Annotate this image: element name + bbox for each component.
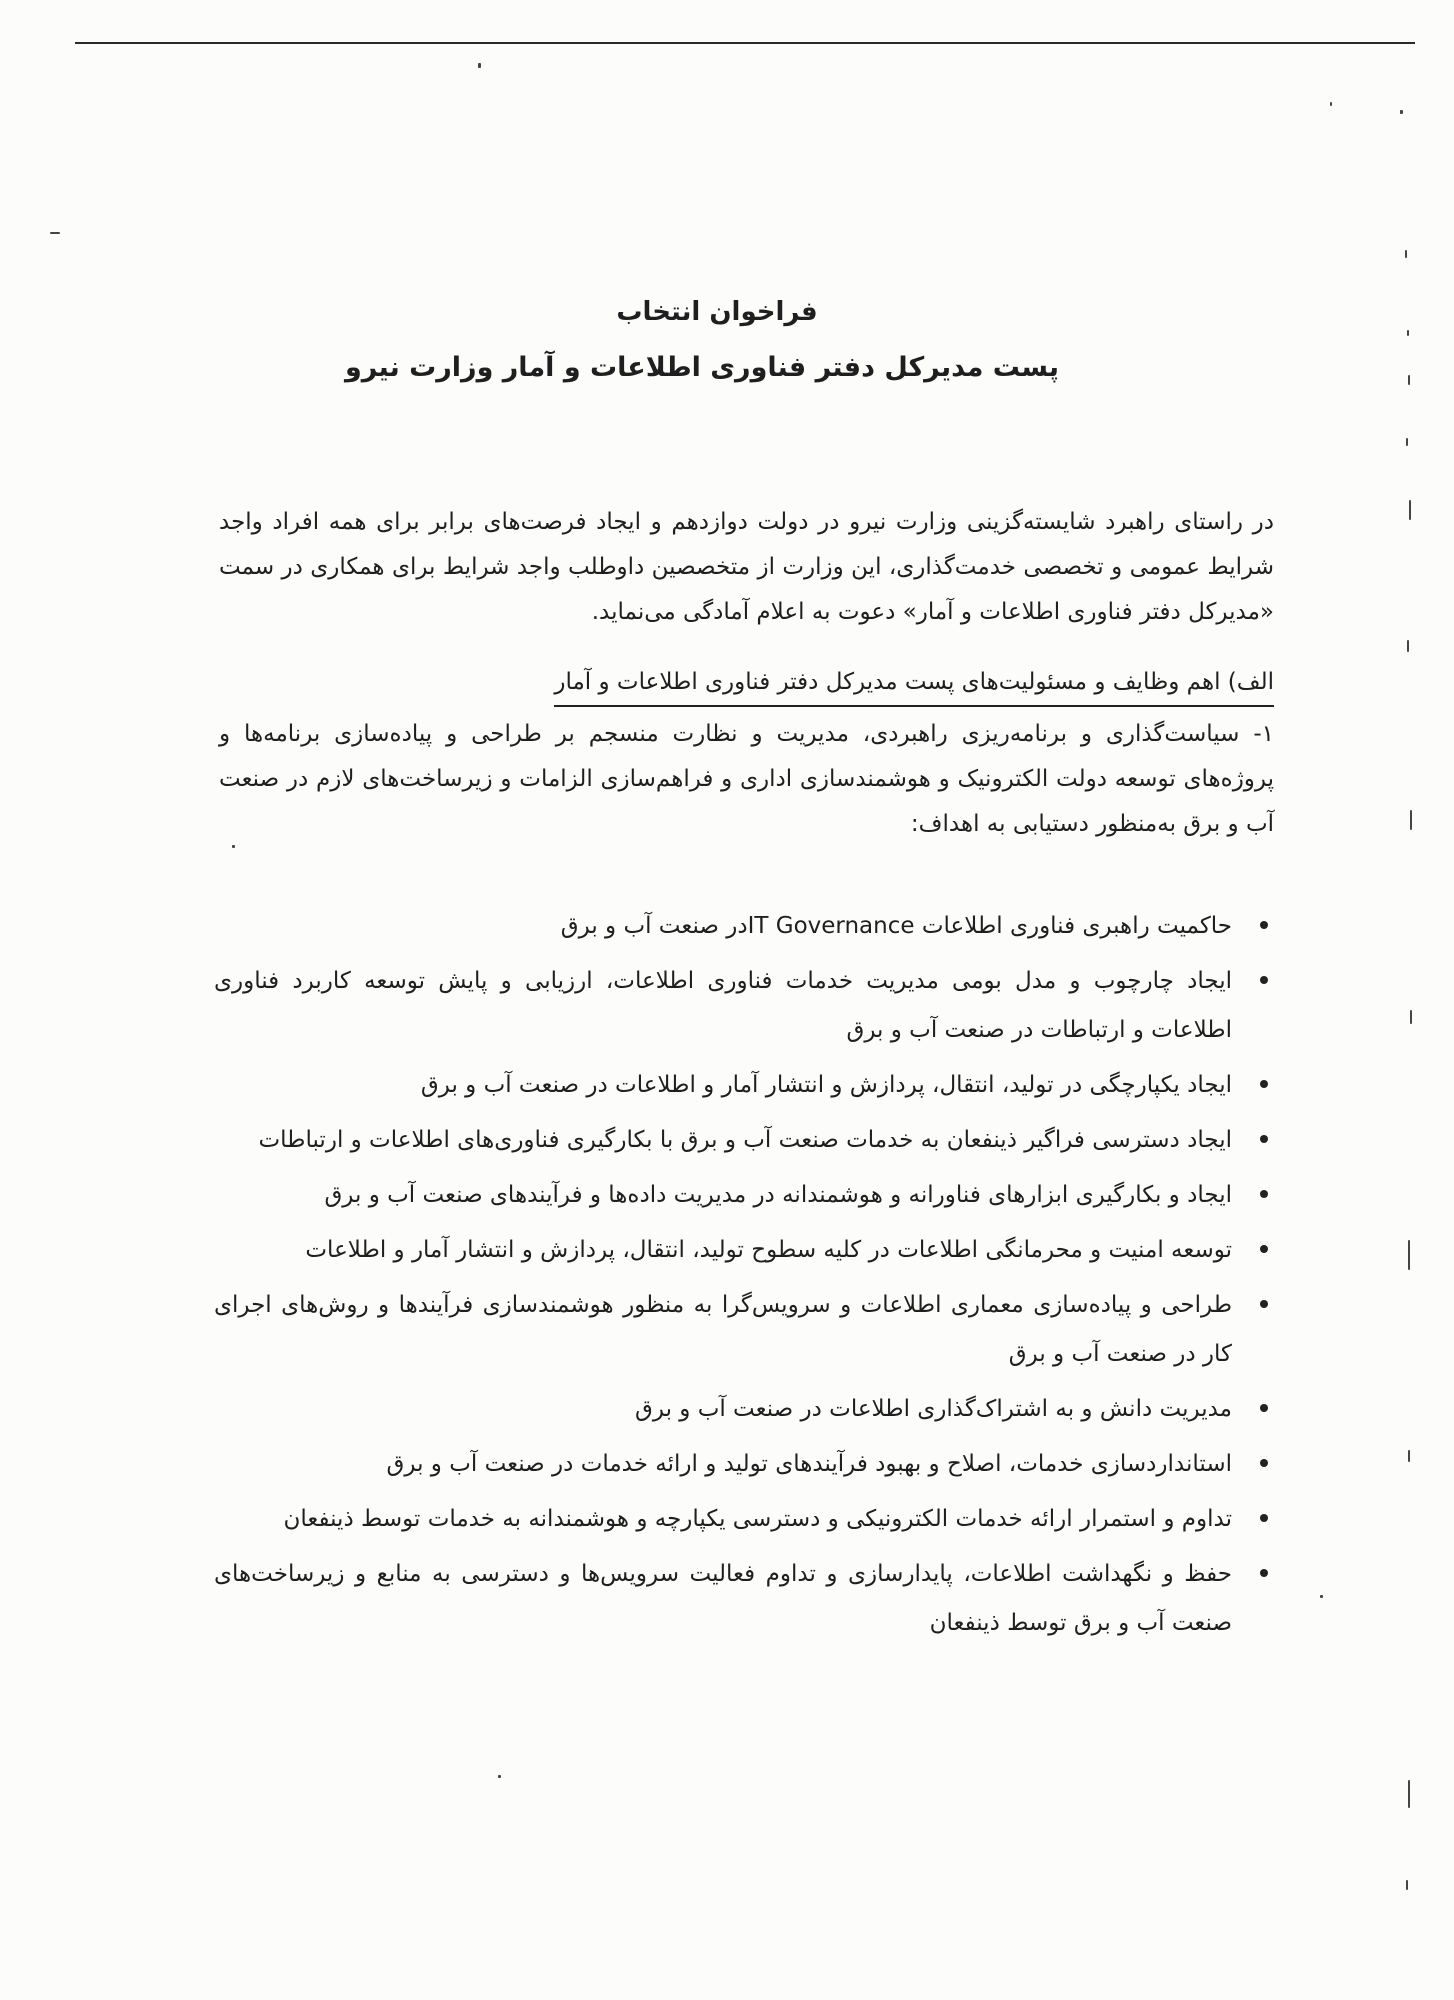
bullet-icon	[1260, 1300, 1268, 1308]
list-item-text: ایجاد و بکارگیری ابزارهای فناورانه و هوشمندانه در مدیریت داده‌ها و فرآیندهای صنعت آب و برق	[324, 1182, 1232, 1208]
scan-speck	[1406, 438, 1408, 446]
scan-speck	[1400, 110, 1403, 114]
bullet-icon	[1260, 976, 1268, 984]
numbered-item-1: ۱- سیاست‌گذاری و برنامه‌ریزی راهبردی، مدیریت و نظارت منسجم بر طراحی و پیاده‌سازی برنامه‌ها و پروژه‌های توسعه دولت الکترونیک و هوشمندسازی اداری و فراهم‌سازی الزامات و زیرساخت‌های لازم در صنعت آب و برق به‌منظور دستیابی به اهداف:	[219, 721, 1274, 837]
scan-speck	[1407, 330, 1409, 336]
scan-speck	[1410, 1010, 1412, 1024]
scan-speck	[498, 1775, 501, 1778]
document-title: فراخوان انتخاب	[616, 297, 818, 327]
scan-speck	[1407, 640, 1409, 652]
list-item-text: حاکمیت راهبری فناوری اطلاعات IT Governanceدر صنعت آب و برق	[560, 913, 1232, 939]
top-rule-line	[75, 42, 1415, 44]
list-item	[214, 1440, 1274, 1489]
list-item-text: ایجاد یکپارچگی در تولید، انتقال، پردازش و انتشار آمار و اطلاعات در صنعت آب و برق	[420, 1072, 1232, 1098]
list-item-text: توسعه امنیت و محرمانگی اطلاعات در کلیه سطوح تولید، انتقال، پردازش و انتشار آمار و اطلاعات	[305, 1237, 1232, 1263]
scan-speck	[1320, 1595, 1323, 1598]
list-item	[214, 1495, 1274, 1544]
bullet-icon	[1260, 1245, 1268, 1253]
bullet-icon	[1260, 1514, 1268, 1522]
scan-speck	[1409, 500, 1411, 520]
bullet-icon	[1260, 1569, 1268, 1577]
list-item-text: تداوم و استمرار ارائه خدمات الکترونیکی و دسترسی یکپارچه و هوشمندانه به خدمات توسط ذینفعان	[283, 1506, 1232, 1532]
bullet-icon	[1260, 1459, 1268, 1467]
scan-speck	[50, 232, 60, 234]
list-item	[214, 1281, 1274, 1379]
scan-speck	[1330, 102, 1332, 106]
bullet-icon	[1260, 1135, 1268, 1143]
list-item	[214, 1550, 1274, 1648]
scan-speck	[478, 63, 481, 68]
document-subtitle: پست مدیرکل دفتر فناوری اطلاعات و آمار وزارت نیرو	[344, 352, 1060, 383]
bullet-icon	[1260, 1080, 1268, 1088]
list-item	[214, 1385, 1274, 1434]
intro-paragraph: در راستای راهبرد شایسته‌گزینی وزارت نیرو در دولت دوازدهم و ایجاد فرصت‌های برابر برای همه افراد واجد شرایط عمومی و تخصصی خدمت‌گذاری، این وزارت از متخصصین داوطلب واجد شرایط برای همکاری در سمت «مدیرکل دفتر فناوری اطلاعات و آمار» دعوت به اعلام آمادگی می‌نماید.	[219, 509, 1274, 625]
scan-speck	[1408, 1240, 1410, 1270]
scan-speck	[1408, 1780, 1410, 1808]
list-item	[214, 902, 1274, 951]
bullet-icon	[1260, 1190, 1268, 1198]
list-item-text: ایجاد دسترسی فراگیر ذینفعان به خدمات صنعت آب و برق با بکارگیری فناوری‌های اطلاعات و ارتباطات	[258, 1127, 1232, 1153]
list-item	[214, 957, 1274, 1055]
list-item	[214, 1171, 1274, 1220]
objectives-list	[214, 902, 1274, 1654]
scan-speck	[1405, 250, 1407, 258]
list-item-text: استانداردسازی خدمات، اصلاح و بهبود فرآیندهای تولید و ارائه خدمات در صنعت آب و برق	[386, 1451, 1232, 1477]
list-item-text: طراحی و پیاده‌سازی معماری اطلاعات و سرویس‌گرا به منظور هوشمندسازی فرآیندها و روش‌های اجرای کار در صنعت آب و برق	[214, 1292, 1232, 1367]
list-item	[214, 1061, 1274, 1110]
list-item	[214, 1226, 1274, 1275]
list-item	[214, 1116, 1274, 1165]
scan-speck	[1408, 1450, 1410, 1462]
scan-speck	[1410, 810, 1412, 830]
scan-speck	[1406, 1880, 1408, 1890]
list-item-text: حفظ و نگهداشت اطلاعات، پایدارسازی و تداوم فعالیت سرویس‌ها و دسترسی به منابع و زیرساخت‌های صنعت آب و برق توسط ذینفعان	[214, 1561, 1232, 1636]
list-item-text: مدیریت دانش و به اشتراک‌گذاری اطلاعات در صنعت آب و برق	[635, 1396, 1232, 1422]
bullet-icon	[1260, 1404, 1268, 1412]
bullet-icon	[1260, 921, 1268, 929]
list-item-text: ایجاد چارچوب و مدل بومی مدیریت خدمات فناوری اطلاعات، ارزیابی و پایش توسعه کاربرد فناوری اطلاعات و ارتباطات در صنعت آب و برق	[214, 968, 1232, 1043]
section-heading: الف) اهم وظایف و مسئولیت‌های پست مدیرکل دفتر فناوری اطلاعات و آمار	[554, 660, 1274, 707]
